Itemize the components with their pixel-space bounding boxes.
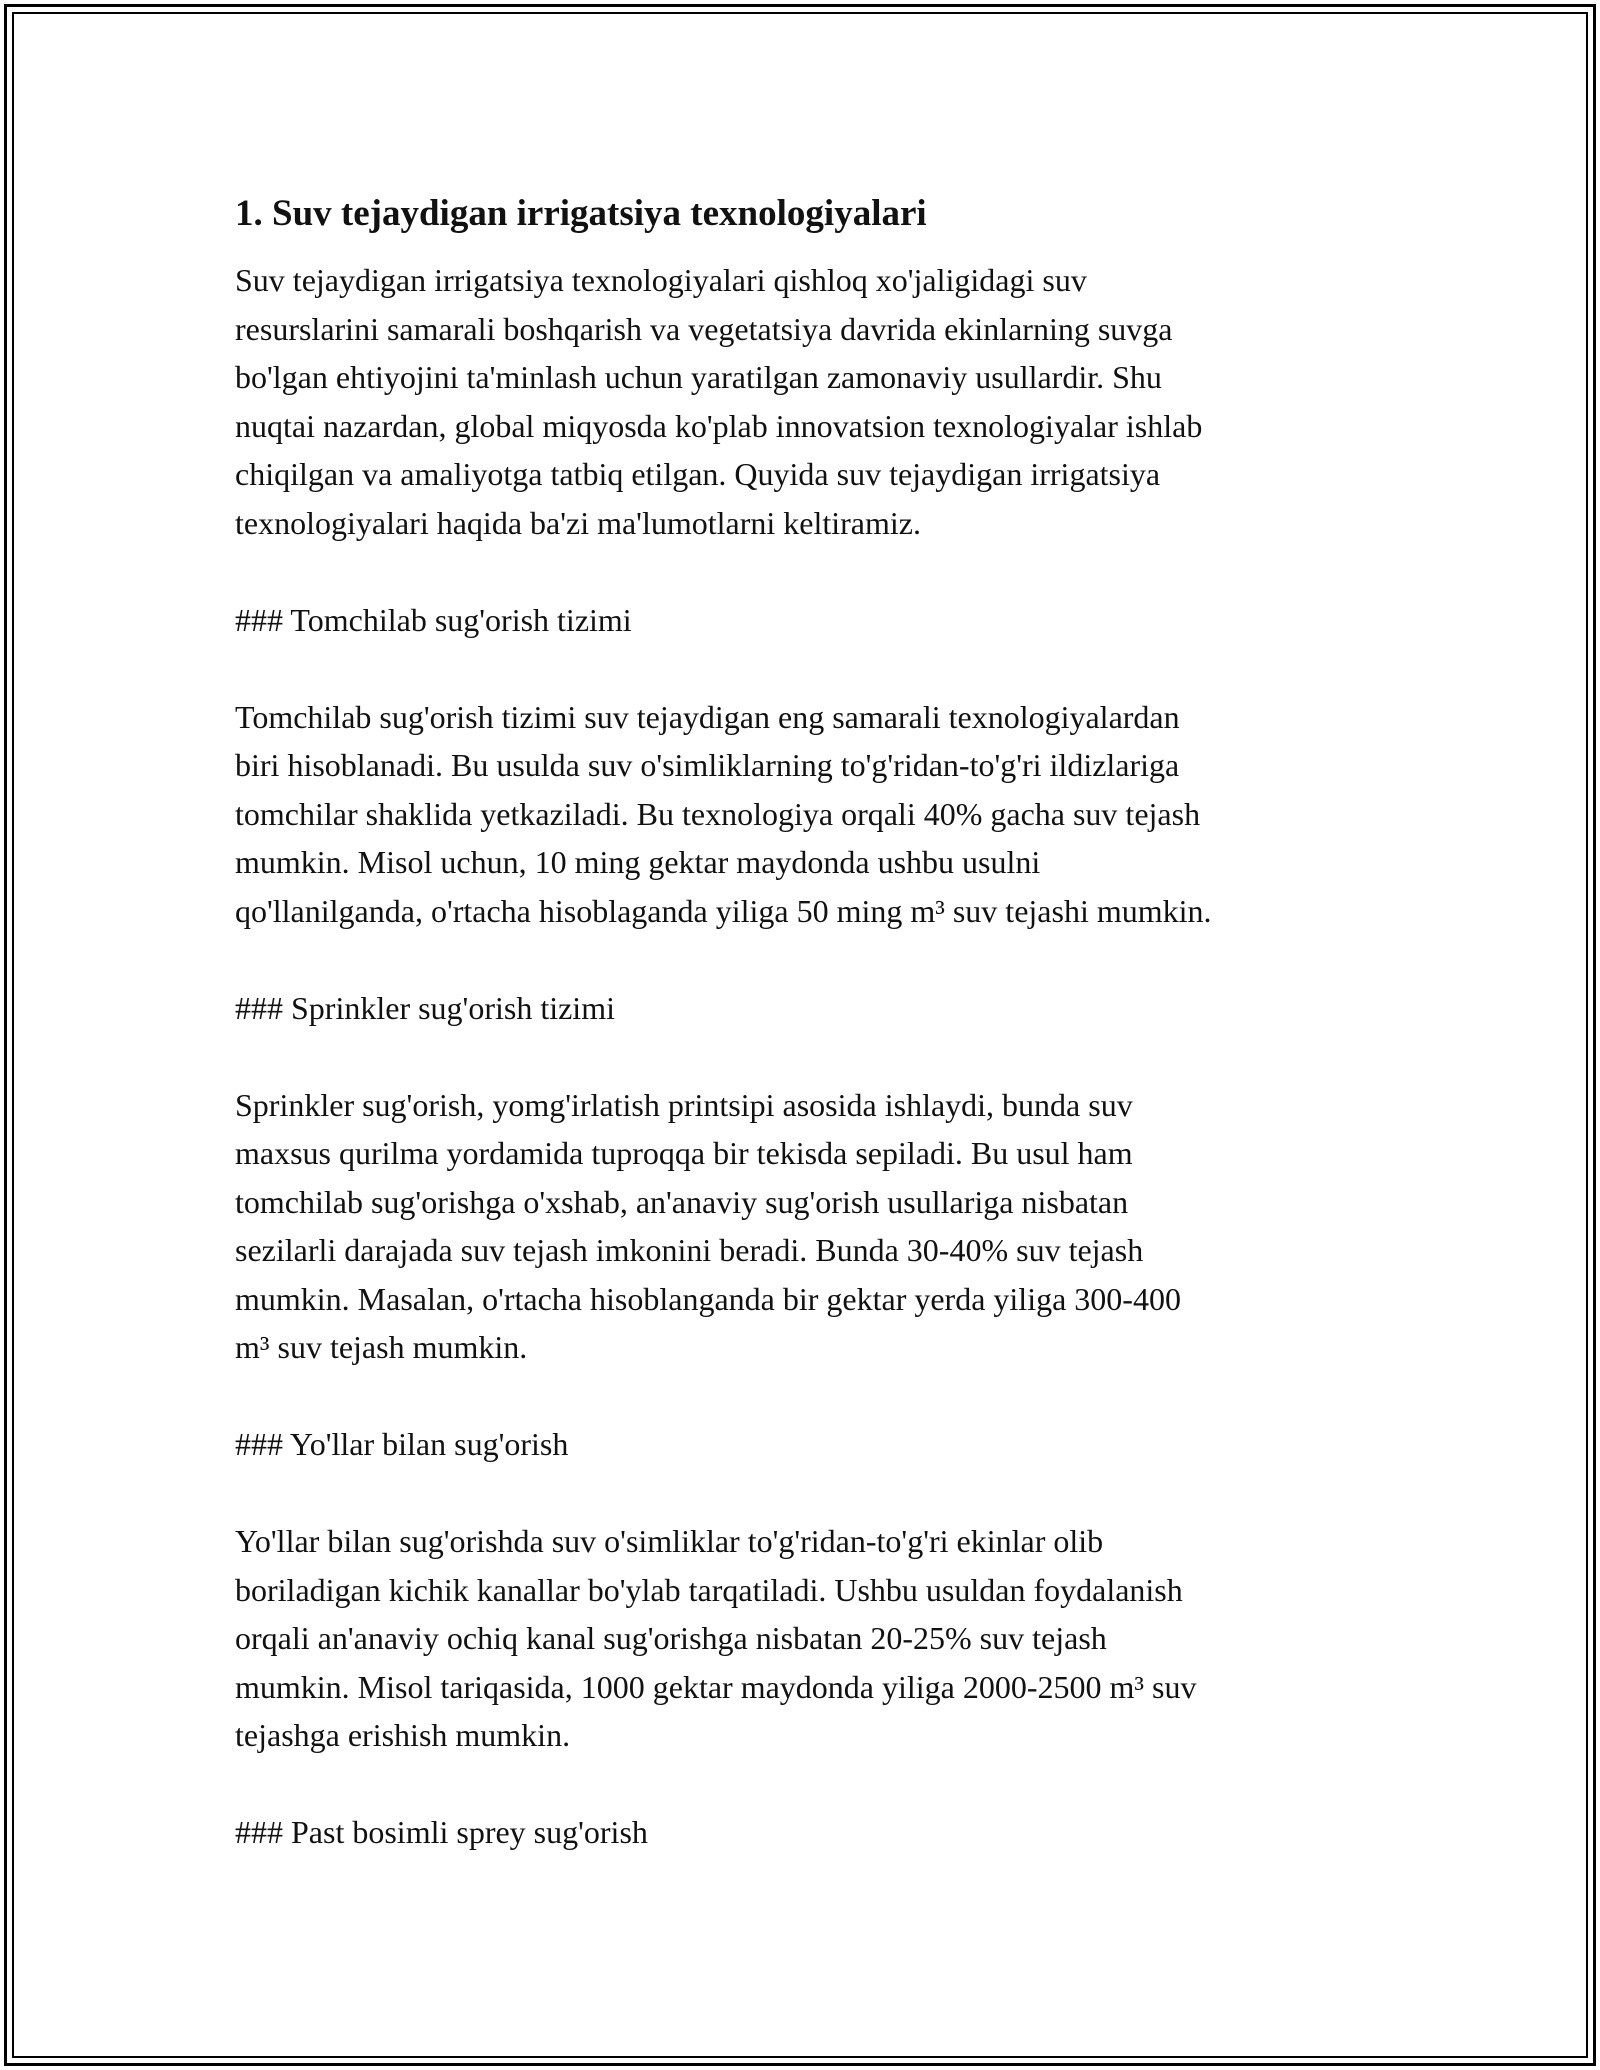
text-line: tomchilab sug'orishga o'xshab, an'anaviy sug'orish usullariga nisbatan [235, 1183, 1129, 1220]
text-line: Yo'llar bilan sug'orishda suv o'simliklar to'g'ridan-to'g'ri ekinlar olib [235, 1523, 1104, 1559]
text-line: tomchilar shaklida yetkaziladi. Bu texnologiya orqali 40% gacha suv tejash [235, 795, 1201, 832]
text-line: resurslarini samarali boshqarish va vegetatsiya davrida ekinlarning suvga [235, 310, 1173, 347]
section-paragraph-furrow [235, 1517, 1365, 1760]
text-line: Sprinkler sug'orish, yomg'irlatish printsipi asosida ishlaydi, bunda suv [235, 1086, 1133, 1123]
text-line: boriladigan kichik kanallar bo'ylab tarqatiladi. Ushbu usuldan foydalanish [235, 1571, 1183, 1608]
text-line: sezilarli darajada suv tejash imkonini beradi. Bunda 30-40% suv tejash [235, 1232, 1144, 1268]
section-heading-drip: ### Tomchilab sug'orish tizimi [235, 601, 632, 638]
section-paragraph-drip [235, 693, 1365, 936]
text-line: qo'llanilganda, o'rtacha hisoblaganda yiliga 50 ming m³ suv tejashi mumkin. [235, 892, 1212, 929]
text-line: tejashga erishish mumkin. [235, 1717, 571, 1753]
text-line: nuqtai nazardan, global miqyosda ko'plab innovatsion texnologiyalar ishlab [235, 407, 1203, 444]
intro-paragraph [235, 256, 1365, 547]
text-line: maxsus qurilma yordamida tuproqqa bir tekisda sepiladi. Bu usul ham [235, 1135, 1133, 1171]
text-line: chiqilgan va amaliyotga tatbiq etilgan. Quyida suv tejaydigan irrigatsiya [235, 456, 1161, 492]
text-line: bo'lgan ehtiyojini ta'minlash uchun yaratilgan zamonaviy usullardir. Shu [235, 359, 1162, 395]
text-line: biri hisoblanadi. Bu usulda suv o'simliklarning to'g'ridan-to'g'ri ildizlariga [235, 747, 1180, 783]
section-paragraph-sprinkler [235, 1081, 1365, 1372]
document-body [235, 188, 1365, 1905]
section-heading-low-pressure-spray: ### Past bosimli sprey sug'orish [235, 1814, 648, 1850]
text-line: mumkin. Misol uchun, 10 ming gektar maydonda ushbu usulni [235, 844, 1041, 880]
text-line: mumkin. Misol tariqasida, 1000 gektar maydonda yiliga 2000-2500 m³ suv [235, 1668, 1197, 1705]
text-line: mumkin. Masalan, o'rtacha hisoblanganda bir gektar yerda yiliga 300-400 [235, 1280, 1181, 1317]
section-heading-sprinkler: ### Sprinkler sug'orish tizimi [235, 989, 615, 1026]
text-line: Suv tejaydigan irrigatsiya texnologiyalari qishloq xo'jaligidagi suv [235, 262, 1087, 298]
text-line: m³ suv tejash mumkin. [235, 1329, 528, 1365]
text-line: Tomchilab sug'orish tizimi suv tejaydigan eng samarali texnologiyalardan [235, 698, 1180, 735]
text-line: texnologiyalari haqida ba'zi ma'lumotlarni keltiramiz. [235, 504, 921, 541]
document-title: 1. Suv tejaydigan irrigatsiya texnologiyalari [235, 193, 927, 234]
text-line: orqali an'anaviy ochiq kanal sug'orishga nisbatan 20-25% suv tejash [235, 1620, 1107, 1656]
section-heading-furrow: ### Yo'llar bilan sug'orish [235, 1426, 569, 1462]
